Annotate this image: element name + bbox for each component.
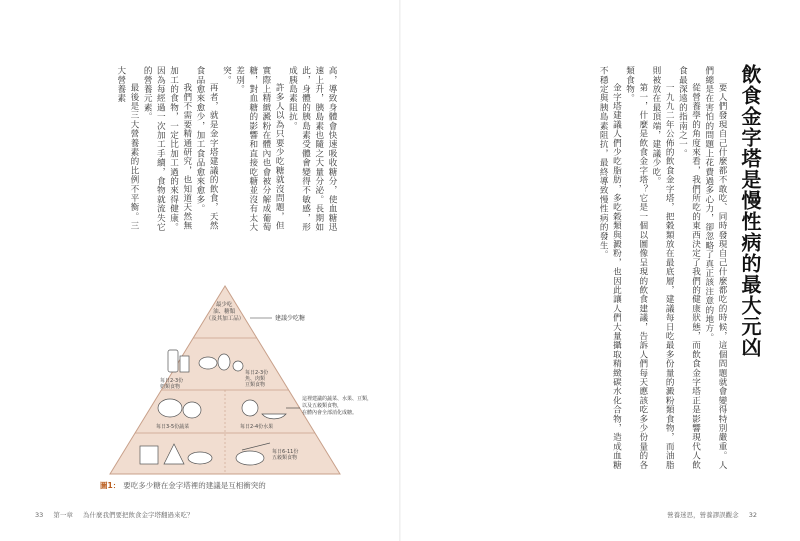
tier-label-dairy: 每日2-3份奶類食物 [160, 378, 184, 390]
tier-label-top: 最少吃 油、糖類 （及其加工品） [205, 302, 245, 322]
paragraph: 一九九二年公佈的飲食金字塔，把穀類放在最底層，建議每日吃最多份量的澱粉類食物，而油脂則被放在最頂端，建議少吃。 [650, 66, 675, 470]
figure-caption [100, 480, 266, 491]
callout-top: 建議少吃糖 [275, 315, 306, 322]
book-gutter [399, 0, 401, 541]
running-title: 營養迷思，營養謬誤觀念 [667, 511, 739, 519]
footer-left [35, 510, 201, 519]
paragraph: 突。 [221, 66, 232, 85]
paragraph: 高，導致身體會快速吸收糖分，使血糖迅速上升，胰島素也隨之大量分泌。長期如此，身體的胰島素受體會變得不敏感，形成胰島素阻抗。 [287, 66, 337, 232]
food-pyramid-figure [100, 278, 373, 478]
page-number: 33 [35, 511, 44, 519]
tier-label-fruit: 每日2-4份水果 [240, 424, 274, 430]
chapter-label: 第一章 [53, 511, 73, 519]
paragraph: 我們不需要精通研究，也知道天然無加工的食物，一定比加工過的來得健康。因為每經過一次加工手續，食物就流失它的營養元素。 [142, 66, 192, 232]
right-page-body [466, 66, 728, 474]
running-title: 為什麼我們要把飲食金字塔翻過來吃？ [82, 511, 194, 519]
paragraph: 第一，什麼是飲食金字塔？它是一個以圖像呈現的飲食建議，告訴人們每天應該吃多少份量的各類食物。 [624, 66, 648, 470]
footer-right [667, 510, 765, 519]
chapter-heading: 飲食金字塔是慢性病的最大元凶 [738, 64, 762, 358]
paragraph: 許多人以為只要少吃糖就沒問題，但實際上精緻澱粉在體內也會被分解成葡萄糖，對血糖的影響和直接吃糖並沒有太大差別。 [234, 66, 285, 232]
page-number: 32 [748, 511, 757, 519]
paragraph: 要人們發現自己什麼都不敢吃、同時發現自己什麼都吃的時候，這個問題就會變得特別嚴重。人們總是在害怕的問題上花費過多心力，卻忽略了真正該注意的地方。 [703, 66, 727, 470]
paragraph: 再者，就是金字塔建議的飲食，天然食品愈來愈少，加工食品愈來愈多。 [194, 66, 219, 231]
tier-label-veg: 每日3-5份蔬菜 [156, 424, 190, 430]
left-page-body [40, 66, 338, 238]
figure-number: 圖1： [100, 481, 121, 490]
paragraph: 金字塔建議人們少吃脂肪，多吃穀類與澱粉，也因此讓人們大量攝取精緻碳水化合物，造成血糖不穩定與胰島素阻抗，最終導致慢性病的發生。 [598, 66, 622, 470]
paragraph: 最後是三大營養素的比例不平衡。三大營養素 [115, 66, 139, 231]
callout-base: 這裡建議的蔬菜、水果、豆類， 以及五穀類食物， 在體內會全部消化成糖。 [302, 396, 373, 416]
figure-caption-text: 要吃多少糖在金字塔裡的建議是互相衝突的 [123, 481, 266, 490]
paragraph: 從營養學的角度來看，我們所吃的東西決定了我們的健康狀態，而飲食金字塔正是影響現代人飲食最深遠的指南之一。 [677, 66, 701, 470]
tier-label-grain: 每日6-11份五穀類食物 [272, 449, 299, 461]
tier-label-protein: 每日2-3份魚、肉類豆類食物 [245, 370, 269, 388]
